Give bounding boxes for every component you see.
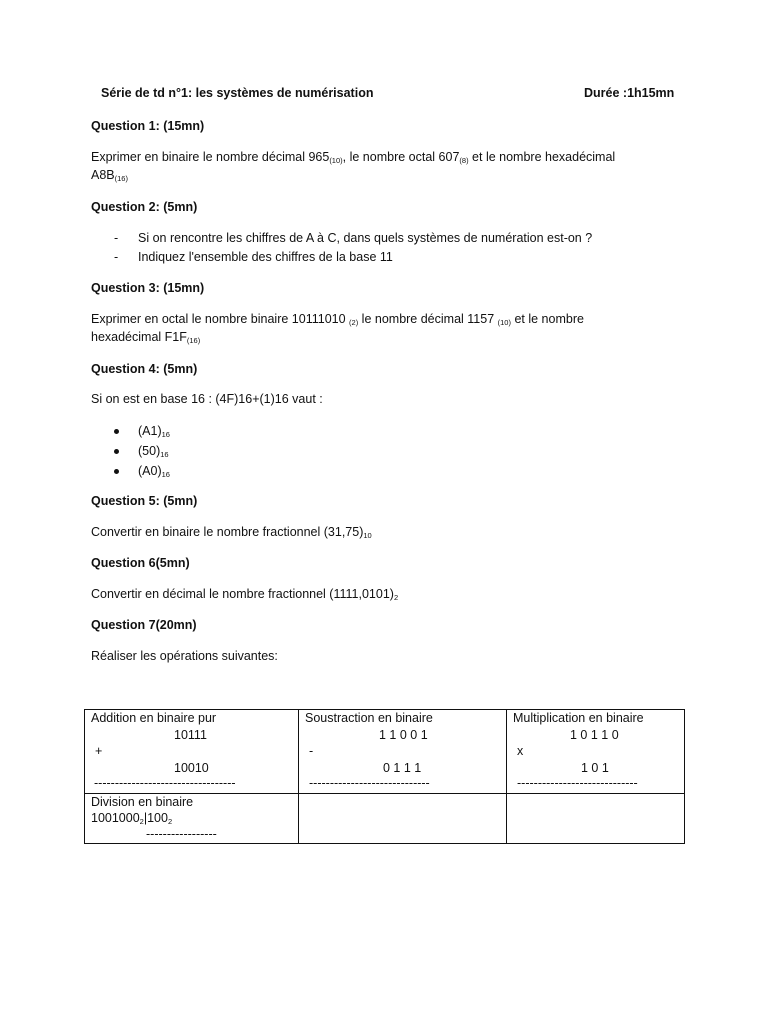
q6-text-part: Convertir en décimal le nombre fractionnel (1111,0101) [91, 587, 394, 601]
division-divisor: 100 [147, 811, 168, 825]
option-text: (A1) [138, 424, 162, 438]
addition-operator: + [95, 744, 103, 758]
division-cell [85, 794, 299, 844]
table-row [85, 710, 685, 794]
question-3-text-line-2 [91, 330, 200, 346]
question-3-text-line-1 [91, 312, 584, 328]
subtraction-cell [299, 710, 507, 794]
division-expression [91, 811, 172, 827]
question-4-option-1 [138, 424, 170, 440]
subtraction-operand-2: 0 1 1 1 [383, 761, 422, 775]
subtraction-title: Soustraction en binaire [305, 711, 433, 725]
empty-cell [507, 794, 685, 844]
question-4-option-2 [138, 444, 169, 460]
q1-subscript: (10) [329, 156, 343, 165]
question-5-heading: Question 5: (5mn) [91, 494, 198, 508]
operations-table [84, 709, 685, 844]
division-subscript: 2 [139, 817, 144, 826]
q1-text-part: , le nombre octal 607 [342, 150, 460, 164]
division-title: Division en binaire [91, 795, 194, 809]
addition-operand-2: 10010 [174, 761, 209, 775]
question-4-heading: Question 4: (5mn) [91, 362, 198, 376]
subtraction-operand-1: 1 1 0 0 1 [379, 728, 428, 742]
multiplication-operand-1: 1 0 1 1 0 [570, 728, 619, 742]
option-subscript: 16 [161, 470, 170, 479]
q5-subscript: 10 [363, 531, 372, 540]
multiplication-title: Multiplication en binaire [513, 711, 644, 725]
question-4-option-3 [138, 464, 170, 480]
question-3-heading: Question 3: (15mn) [91, 281, 205, 295]
q1-text-part: et le nombre hexadécimal [468, 150, 616, 164]
q3-subscript: (10) [497, 318, 511, 327]
multiplication-operand-2: 1 0 1 [581, 761, 609, 775]
multiplication-operator: x [517, 744, 524, 758]
duration-label: Durée :1h15mn [584, 86, 675, 100]
q1-subscript: (8) [459, 156, 469, 165]
question-1-text-line-1 [91, 150, 615, 166]
question-1-heading: Question 1: (15mn) [91, 119, 205, 133]
question-1-text-line-2 [91, 168, 128, 184]
question-7-heading: Question 7(20mn) [91, 618, 197, 632]
question-7-text: Réaliser les opérations suivantes: [91, 649, 278, 663]
addition-title: Addition en binaire pur [91, 711, 217, 725]
q6-subscript: 2 [393, 593, 399, 602]
subtraction-operator: - [309, 744, 314, 758]
question-6-text [91, 587, 398, 603]
q1-subscript: (16) [114, 174, 128, 183]
list-marker: - [114, 250, 119, 264]
addition-cell [85, 710, 299, 794]
q3-subscript: (2) [349, 318, 359, 327]
option-text: (50) [138, 444, 161, 458]
table-row [85, 794, 685, 844]
question-2-heading: Question 2: (5mn) [91, 200, 198, 214]
list-marker: - [114, 231, 119, 245]
q3-subscript: (16) [186, 336, 201, 345]
question-2-item-1: Si on rencontre les chiffres de A à C, dans quels systèmes de numération est-on ? [138, 231, 593, 245]
division-dividend: 1001000 [91, 811, 140, 825]
question-6-heading: Question 6(5mn) [91, 556, 190, 570]
bullet-icon [114, 449, 119, 454]
division-line: ----------------- [146, 827, 217, 841]
subtraction-result-line: ----------------------------- [309, 776, 430, 790]
option-subscript: 16 [160, 450, 169, 459]
option-subscript: 16 [161, 430, 170, 439]
q1-text-part: Exprimer en binaire le nombre décimal 965 [91, 150, 330, 164]
question-5-text [91, 525, 372, 541]
question-4-prompt: Si on est en base 16 : (4F)16+(1)16 vaut : [91, 392, 323, 406]
addition-result-line: ---------------------------------- [94, 776, 236, 790]
bullet-icon [114, 469, 119, 474]
document-title: Série de td n°1: les systèmes de numérisation [101, 86, 374, 100]
q3-text-part: et le nombre [510, 312, 584, 326]
q3-text-part: hexadécimal F1F [91, 330, 187, 344]
division-bar: | [143, 811, 148, 825]
empty-cell [299, 794, 507, 844]
multiplication-cell [507, 710, 685, 794]
bullet-icon [114, 429, 119, 434]
q3-text-part: Exprimer en octal le nombre binaire 10111010 [91, 312, 350, 326]
question-2-item-2: Indiquez l'ensemble des chiffres de la base 11 [138, 250, 393, 264]
q5-text-part: Convertir en binaire le nombre fractionnel (31,75) [91, 525, 364, 539]
multiplication-result-line: ----------------------------- [517, 776, 638, 790]
option-text: (A0) [138, 464, 162, 478]
q3-text-part: le nombre décimal 1157 [358, 312, 498, 326]
division-subscript: 2 [167, 817, 173, 826]
q1-text-part: A8B [91, 168, 115, 182]
addition-operand-1: 10111 [174, 728, 207, 742]
